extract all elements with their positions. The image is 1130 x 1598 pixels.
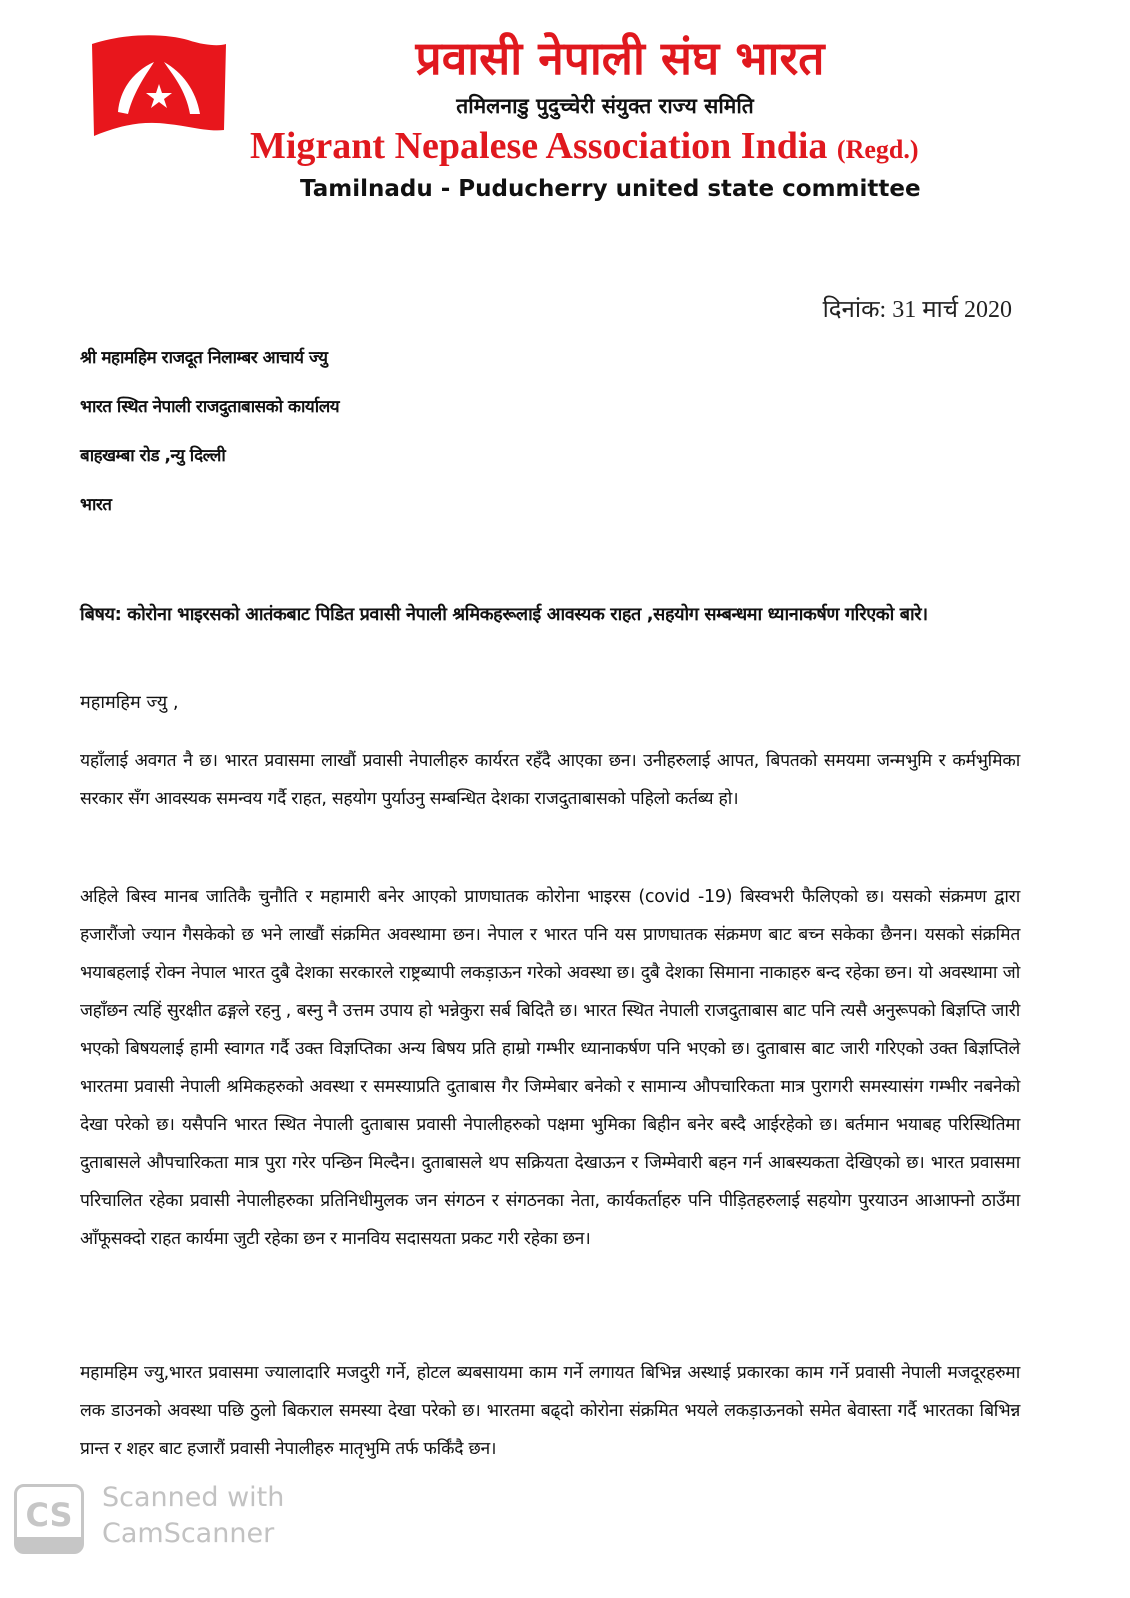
recipient-address [80,344,339,540]
paragraph-text: महामहिम ज्यु,भारत प्रवासमा ज्यालादारि मजदुरी गर्ने, होटल ब्यबसायमा काम गर्ने लगायत बिभिन्न अस्थाई प्रकारका काम गर्ने प्रवासी नेपाली मजदूरहरुमा लक डाउनको अवस्था पछि ठुलो बिकराल समस्या देखा परेको छ। भारतमा बढ्दो कोरोना संक्रमित भयले लकड़ाऊनको समेत बेवास्ता गर्दै भारतका बिभिन्न प्रान्त र शहर बाट हजारौं प्रवासी नेपालीहरु मातृभुमि तर्फ फर्किंदै छन। [80,1363,1020,1459]
watermark-text [102,1480,284,1552]
paragraph-text: यहाँलाई अवगत नै छ। भारत प्रवासमा लाखौं प्रवासी नेपालीहरु कार्यरत रहँदै आएका छन। उनीहरुलाई आपत, बिपतको समयमा जन्मभुमि र कर्मभुमिका सरकार सँग आवस्यक समन्वय गर्दै राहत, सहयोग पुर्याउनु सम्बन्धित देशका राजदुताबासको पहिलो कर्तब्य हो। [80,751,1020,809]
recipient-country: भारत [80,495,112,515]
recipient-street: बाहखम्बा रोड ,न्यु दिल्ली [80,446,226,466]
org-name-english-text: Migrant Nepalese Association India [250,125,828,167]
org-name-english [250,124,1010,168]
body-paragraph-2 [80,878,1020,1258]
camscanner-logo-icon: CS [14,1484,84,1554]
recipient-office: भारत स्थित नेपाली राजदुताबासको कार्यालय [80,397,340,417]
watermark-line-1: Scanned with [102,1482,285,1513]
paragraph-text: अहिले बिस्व मानब जातिकै चुनौति र महामारी बनेर आएको प्राणघातक कोरोना भाइरस (covid -19) बिस्वभरी फैलिएको छ। यसको संक्रमण द्वारा हजारौंजो ज्यान गैसकेको छ भने लाखौं संक्रमित अवस्थामा छन। नेपाल र भारत पनि यस प्राणघातक संक्रमण बाट बच्न सकेका छैनन। यसको संक्रमित भयाबहलाई रोक्न नेपाल भारत दुबै देशका सरकारले राष्ट्रब्यापी लकड़ाऊन गरेको अवस्था छ। दुबै देशका सिमाना नाकाहरु बन्द रहेका छन। यो अवस्थामा जो जहाँछन त्यहिं सुरक्षीत ढङ्गले रहनु , बस्नु नै उत्तम उपाय हो भन्नेकुरा सर्ब बिदितै छ। भारत स्थित नेपाली राजदुताबास बाट पनि त्यसै अनुरूपको बिज्ञप्ति जारी भएको बिषयलाई हामी स्वागत गर्दै उक्त विज्ञप्तिका अन्य बिषय प्रति हाम्रो गम्भीर ध्यानाकर्षण पनि भएको छ। दुताबास बाट जारी गरिएको उक्त बिज्ञप्तिले भारतमा प्रवासी नेपाली श्रमिकहरुको अवस्था र समस्याप्रति दुताबास गैर जिम्मेबार बनेको र सामान्य औपचारिकता मात्र पुरागरी समस्यासंग गम्भीर नबनेको देखा परेको छ। यसैपनि भारत स्थित नेपाली दुताबास प्रवासी नेपालीहरुको पक्षमा भुमिका बिहीन बनेर बस्दै आईरहेको छ। बर्तमान भयाबह परिस्थितिमा दुताबासले औपचारिकता मात्र पुरा गरेर पन्छिन मिल्दैन। दुताबासले थप सक्रियता देखाऊन र जिम्मेवारी बहन गर्न आबस्यकता देखिएको छ। भारत प्रवासमा परिचालित रहेका प्रवासी नेपालीहरुका प्रतिनिधीमुलक जन संगठन र संगठनका नेता, कार्यकर्ताहरु पनि पीड़ितहरुलाई सहयोग पुरयाउन आआफ्नो ठाउँमा आँफूसक्दो राहत कार्यमा जुटी रहेका छन र मानविय सदासयता प्रकट गरी रहेका छन। [80,887,1020,1249]
committee-name-english: Tamilnadu - Puducherry united state committee [300,176,921,202]
salutation: महामहिम ज्यु , [80,692,179,713]
body-paragraph-3 [80,1354,1020,1468]
body-paragraph-1 [80,742,1020,818]
letter-subject: बिषय: कोरोना भाइरसको आतंकबाट पिडित प्रवासी नेपाली श्रमिकहरूलाई आवस्यक राहत ,सहयोग सम्बन्धमा ध्यानाकर्षण गरिएको बारे। [80,604,928,625]
watermark-line-2: CamScanner [102,1518,275,1549]
org-name-nepali: प्रवासी नेपाली संघ भारत [415,31,825,85]
committee-name-nepali: तमिलनाडु पुदुच्चेरी संयुक्त राज्य समिति [456,94,754,118]
letterhead [0,0,1130,230]
red-flag-logo-icon [88,32,230,136]
letter-date: दिनांक: 31 मार्च 2020 [822,297,1012,323]
camscanner-watermark [14,1480,314,1560]
registered-mark: (Regd.) [836,135,919,164]
recipient-name: श्री महामहिम राजदूत निलाम्बर आचार्य ज्यु [80,348,328,368]
